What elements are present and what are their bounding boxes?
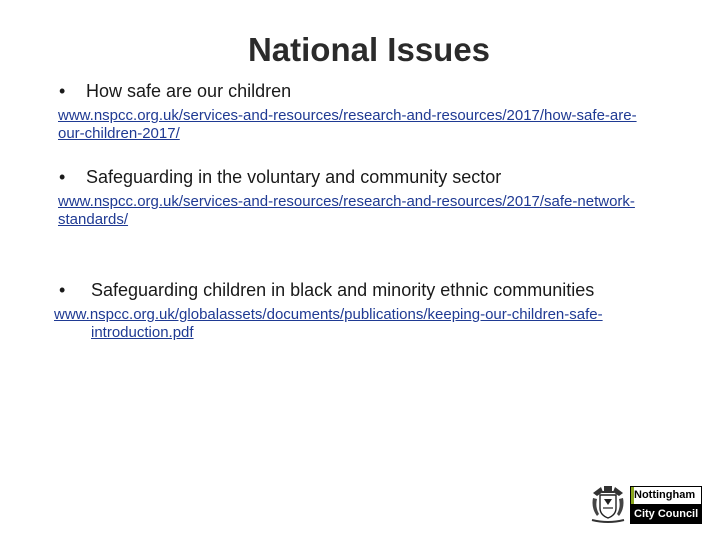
resource-link-continuation[interactable]: standards/ <box>58 211 129 228</box>
resource-link-continuation[interactable]: our-children-2017/ <box>58 125 180 142</box>
bullet-item-voluntary-sector <box>59 167 501 188</box>
resource-link[interactable]: www.nspcc.org.uk/services-and-resources/research-and-resources/2017/safe-network- <box>58 193 635 210</box>
bullet-heading: Safeguarding children in black and minority ethnic communities <box>91 280 595 300</box>
resource-link[interactable]: www.nspcc.org.uk/services-and-resources/research-and-resources/2017/how-safe-are- <box>58 107 637 124</box>
resource-link[interactable]: www.nspcc.org.uk/globalassets/documents/publications/keeping-our-children-safe- <box>54 306 603 323</box>
bullet-marker: • <box>59 81 66 101</box>
logo-text-city-council: City Council <box>634 508 699 520</box>
bullet-heading: How safe are our children <box>86 81 292 101</box>
coat-of-arms-icon <box>589 484 627 524</box>
bullet-heading: Safeguarding in the voluntary and community sector <box>86 167 502 187</box>
logo-wordmark-line2 <box>630 505 702 524</box>
bullet-marker: • <box>59 167 66 187</box>
bullet-item-bme-communities <box>59 280 594 301</box>
slide-title: National Issues <box>247 31 491 68</box>
bullet-marker: • <box>59 280 66 300</box>
bullet-item-how-safe <box>59 81 291 102</box>
logo-text-nottingham: Nottingham <box>634 489 696 501</box>
logo-wordmark-line1 <box>630 486 702 505</box>
nottingham-city-council-logo <box>589 484 703 524</box>
resource-link-continuation[interactable]: introduction.pdf <box>91 324 194 341</box>
